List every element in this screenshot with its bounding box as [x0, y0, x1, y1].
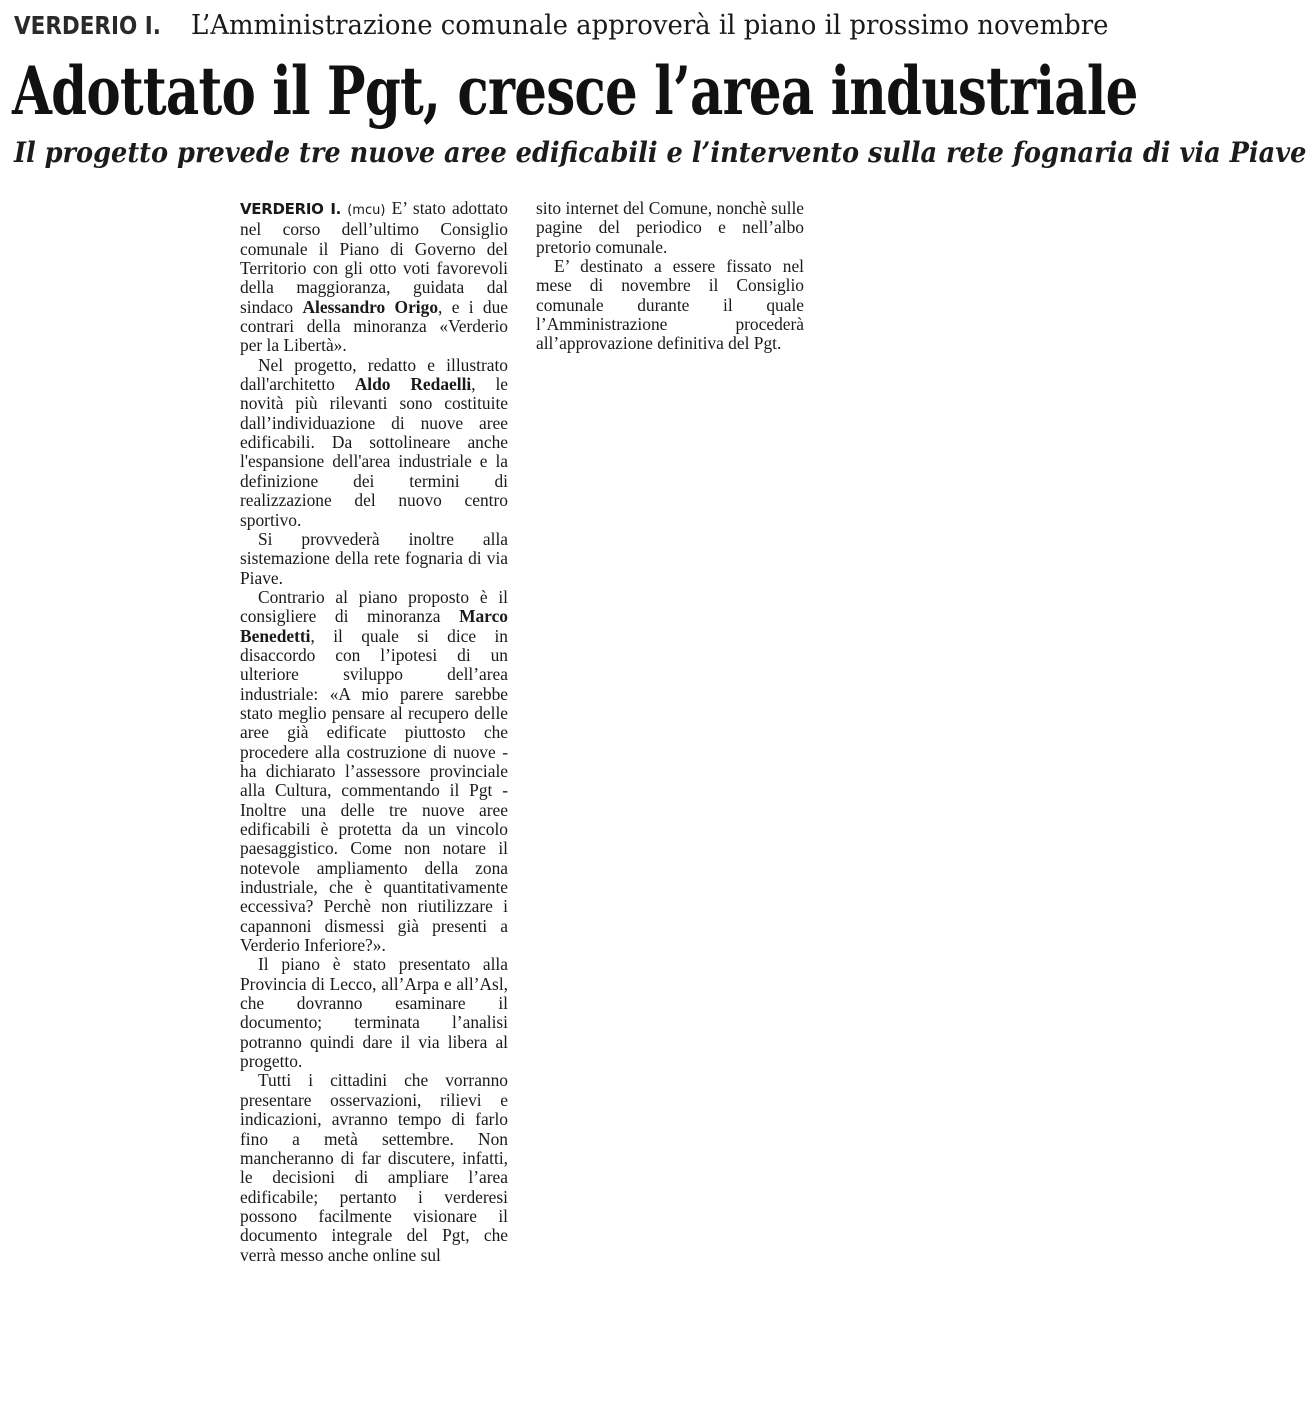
councillor-name: Marco Benedetti	[240, 606, 508, 646]
article-paragraph: Tutti i cittadini che vorranno presentare osservazioni, rilievi e indicazioni, avranno tempo di farlo fino a metà settembre. Non mancheranno di far discutere, infatti, le decisioni di ampliare l’area edificabile; pertanto i verderesi possono facilmente visionare il documento integrale del Pgt, che verrà messo anche online sul	[240, 1070, 508, 1265]
article-paragraph: Si provvederà inoltre alla sistemazione della rete fognaria di via Piave.	[240, 528, 508, 588]
paragraph-text: E’ stato adottato nel corso dell’ultimo Consiglio comunale il Piano di Governo del Territorio con gli otto voti favorevoli della maggioranza, guidata dal sindaco	[240, 198, 508, 317]
paragraph-text: , le novità più rilevanti sono costituite dall’individuazione di nuove aree edificabili. Da sottolineare anche l'espansione dell'area industriale e la definizione dei termini di realizzazione del nuovo centro sportivo.	[240, 374, 508, 530]
paragraph-text: , e i due contrari della minoranza «Verderio per la Libertà».	[240, 296, 508, 356]
article-column-2	[536, 199, 804, 354]
subheadline: Il progetto prevede tre nuove aree edificabili e l’intervento sulla rete fognaria di via Piave	[14, 136, 1306, 169]
article-column-1	[240, 199, 508, 1265]
paragraph-text: Contrario al piano proposto è il consigliere di minoranza	[240, 586, 508, 627]
byline: (mcu)	[347, 203, 386, 218]
kicker-place: VERDERIO I.	[14, 11, 161, 40]
article-paragraph: Il piano è stato presentato alla Provincia di Lecco, all’Arpa e all’Asl, che dovranno esaminare il documento; terminata l’analisi potranno quindi dare il via libera al progetto.	[240, 954, 508, 1072]
architect-name: Aldo Redaelli	[354, 374, 472, 395]
mayor-name: Alessandro Origo	[302, 296, 439, 317]
article-paragraph	[240, 356, 508, 530]
article-paragraph	[240, 199, 508, 356]
dateline: VERDERIO I.	[240, 200, 342, 218]
paragraph-text: , il quale si dice in disaccordo con l’ipotesi di un ulteriore sviluppo dell’area industriale: «A mio parere sarebbe stato meglio pensare al recupero delle aree già edificate piuttosto che procedere alla costruzione di nuove - ha dichiarato l’assessore provinciale alla Cultura, commentando il Pgt - Inoltre una delle tre nuove aree edificabili è protetta da un vincolo paesaggistico. Come non notare il notevole ampliamento della zona industriale, che è quantitativamente eccessiva? Perchè non riutilizzare i capannoni dismessi già presenti a Verderio Inferiore?».	[240, 625, 508, 956]
article-paragraph-continued: sito internet del Comune, nonchè sulle pagine del periodico e nell’albo pretorio comunale.	[536, 198, 804, 257]
kicker-text: L’Amministrazione comunale approverà il piano il prossimo novembre	[191, 10, 1109, 41]
article-paragraph: E’ destinato a essere fissato nel mese di novembre il Consiglio comunale durante il quale l’Amministrazione procederà all’approvazione definitiva del Pgt.	[536, 256, 804, 354]
article-paragraph	[240, 588, 508, 956]
paragraph-text: Nel progetto, redatto e illustrato dall'architetto	[240, 354, 508, 395]
kicker	[14, 6, 1109, 46]
headline: Adottato il Pgt, cresce l’area industriale	[12, 52, 1138, 130]
